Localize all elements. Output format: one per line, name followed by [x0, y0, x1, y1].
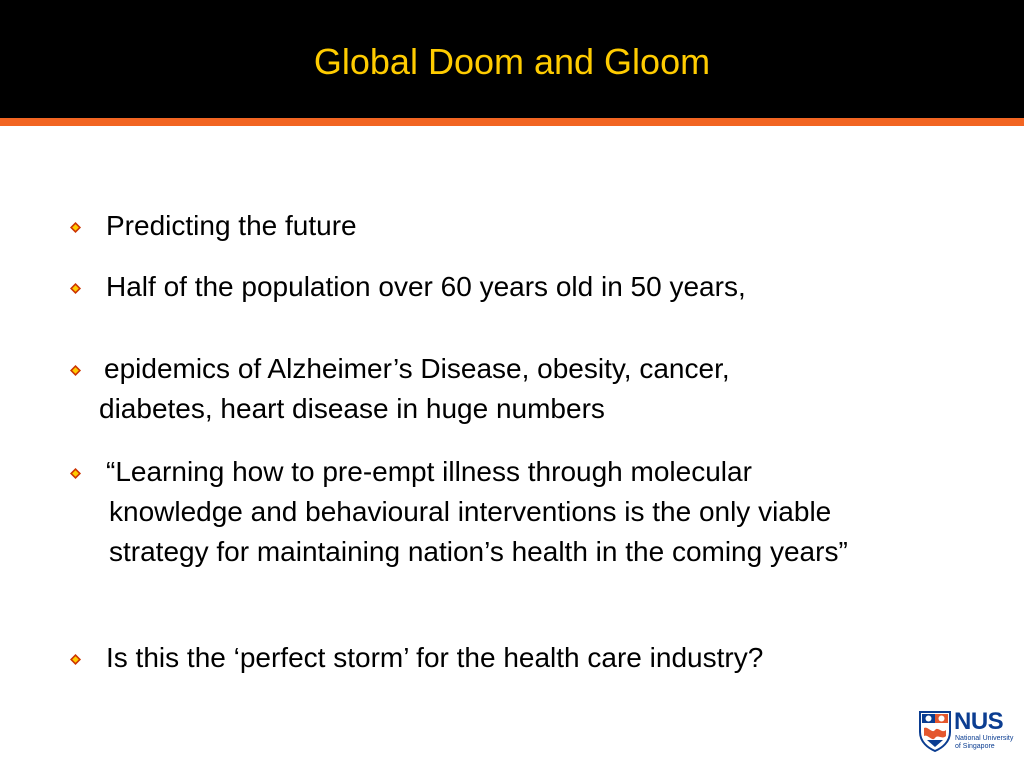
nus-wordmark: NUS [954, 708, 1004, 735]
header-accent-stripe [0, 118, 1024, 126]
bullet-item-3 [70, 349, 950, 429]
diamond-bullet-icon [70, 468, 81, 479]
nus-logo [918, 708, 1014, 754]
nus-crest-icon [918, 710, 952, 752]
bullet-item-2 [70, 267, 950, 307]
slide-title: Global Doom and Gloom [313, 41, 711, 82]
diamond-bullet-icon [70, 365, 81, 376]
bullet-text: Is this the ‘perfect storm’ for the health care industry? [106, 642, 764, 673]
bullet-text: Predicting the future [106, 210, 357, 241]
bullet-text-continued: diabetes, heart disease in huge numbers [99, 393, 605, 424]
bullet-text: “Learning how to pre-empt illness through molecular [106, 456, 752, 487]
bullet-text: Half of the population over 60 years old in 50 years, [106, 271, 746, 302]
bullet-item-4 [70, 452, 910, 572]
diamond-bullet-icon [70, 222, 81, 233]
bullet-item-1 [70, 206, 950, 246]
bullet-text-continued: knowledge and behavioural interventions is the only viable strategy for maintaining nation’s health in the coming years” [109, 496, 848, 567]
bullet-item-5 [70, 638, 950, 678]
diamond-bullet-icon [70, 654, 81, 665]
nus-subtitle: National University of Singapore [955, 735, 1014, 750]
diamond-bullet-icon [70, 283, 81, 294]
bullet-text: epidemics of Alzheimer’s Disease, obesity, cancer, [104, 353, 730, 384]
slide-header [0, 0, 1024, 118]
